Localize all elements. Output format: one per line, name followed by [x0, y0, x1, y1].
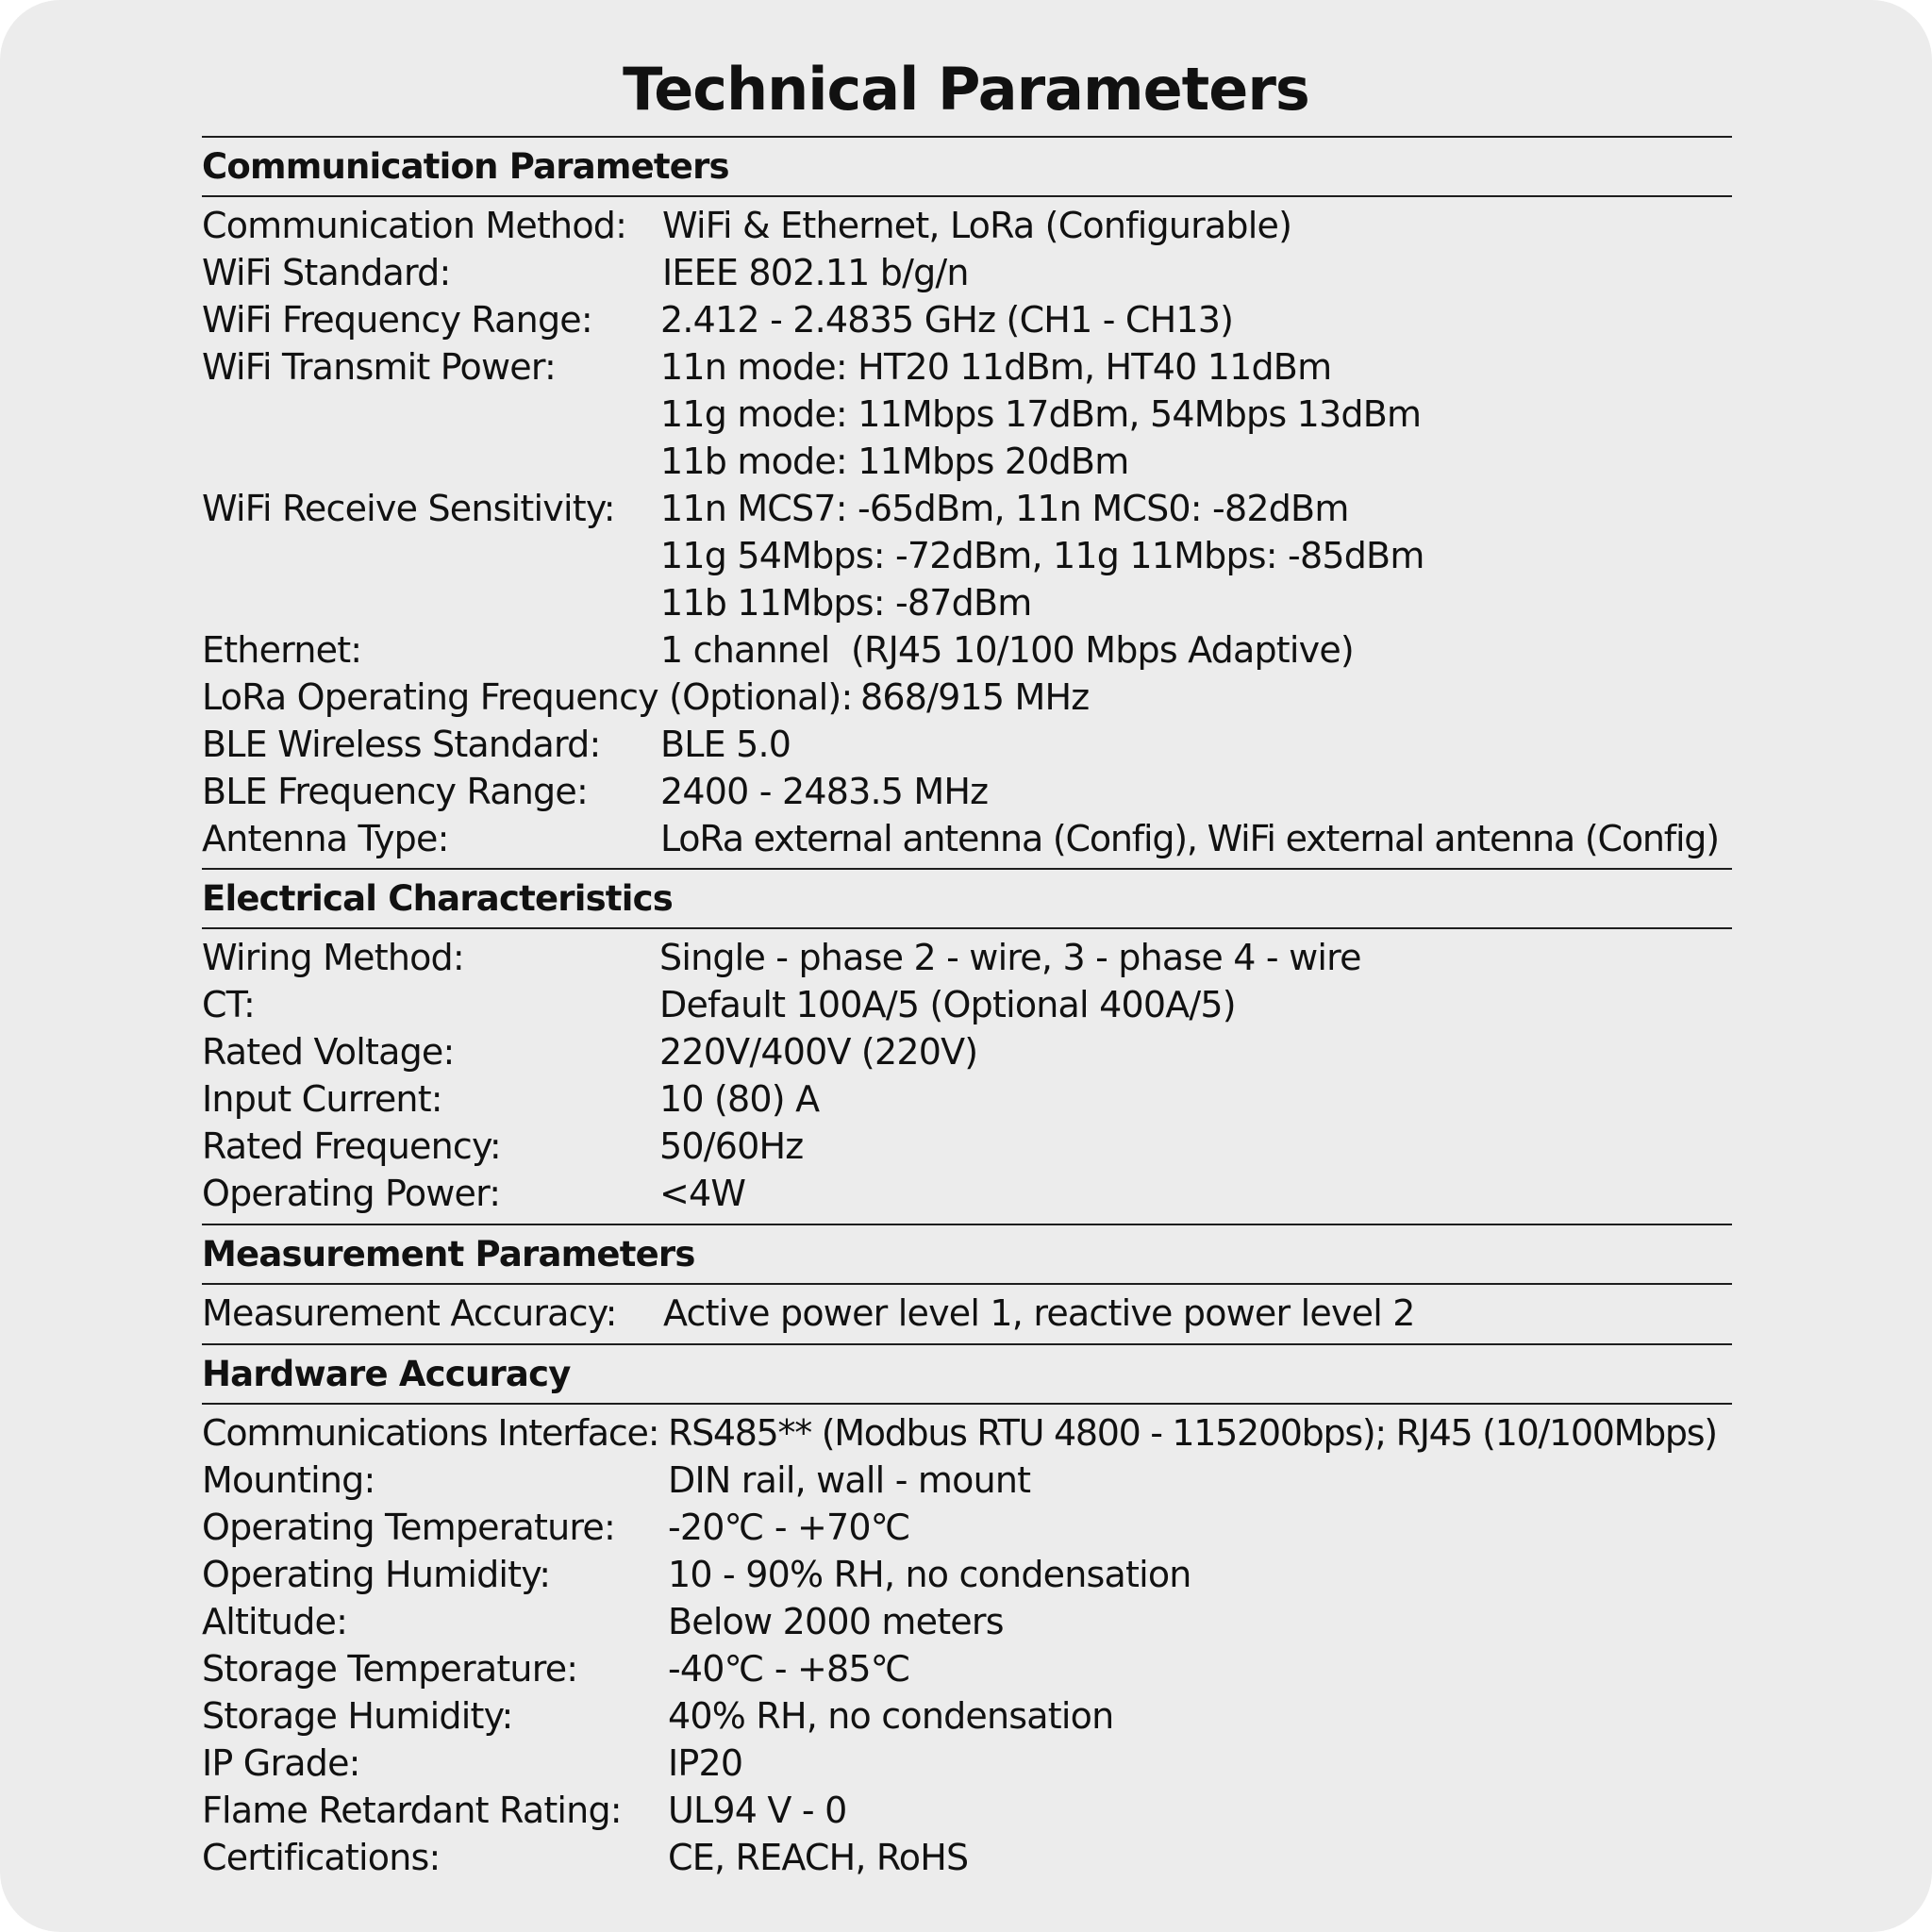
spec-label: Wiring Method: [202, 937, 464, 978]
spec-label: Ethernet: [202, 629, 362, 671]
spec-row-operating-temperature [202, 1504, 1758, 1551]
spec-value: 868/915 MHz [860, 676, 1090, 718]
spec-value: LoRa external antenna (Config), WiFi external antenna (Config) [660, 818, 1719, 859]
spec-label: Certifications: [202, 1837, 441, 1878]
spec-value: 11b 11Mbps: -87dBm [660, 582, 1032, 624]
spec-label: Antenna Type: [202, 818, 449, 859]
spec-row-wiring-method [202, 934, 1758, 981]
spec-row-wifi-transmit-power [202, 343, 1758, 391]
spec-value: Active power level 1, reactive power level 2 [663, 1292, 1415, 1334]
divider [202, 136, 1732, 138]
spec-row-mounting [202, 1457, 1758, 1504]
spec-label: Rated Frequency: [202, 1125, 501, 1167]
section-heading-hardware: Hardware Accuracy [202, 1354, 571, 1394]
spec-row-operating-power [202, 1170, 1758, 1217]
spec-row-altitude [202, 1598, 1758, 1645]
spec-row-ip-grade [202, 1740, 1758, 1787]
spec-row-ble-standard [202, 721, 1758, 768]
spec-value: DIN rail, wall - mount [668, 1459, 1031, 1501]
spec-value: Default 100A/5 (Optional 400A/5) [659, 984, 1236, 1025]
spec-value: CE, REACH, RoHS [668, 1837, 969, 1878]
spec-value: 10 (80) A [659, 1078, 820, 1120]
spec-label: Altitude: [202, 1601, 348, 1642]
spec-label: WiFi Receive Sensitivity: [202, 488, 615, 529]
spec-row-wifi-transmit-power-cont [202, 438, 1758, 485]
spec-label: WiFi Frequency Range: [202, 299, 592, 341]
spec-row-communication-method [202, 202, 1758, 249]
spec-value: RS485** (Modbus RTU 4800 - 115200bps); RJ45 (10/100Mbps) [668, 1412, 1717, 1454]
spec-row-lora-frequency [202, 674, 1758, 721]
spec-row-input-current [202, 1075, 1758, 1123]
spec-label: Storage Humidity: [202, 1695, 513, 1737]
spec-row-storage-humidity [202, 1692, 1758, 1740]
spec-value: 50/60Hz [659, 1125, 804, 1167]
spec-value: 11n mode: HT20 11dBm, HT40 11dBm [660, 346, 1332, 388]
spec-value: Single - phase 2 - wire, 3 - phase 4 - wire [659, 937, 1361, 978]
spec-row-communications-interface [202, 1409, 1758, 1457]
spec-row-wifi-standard [202, 249, 1758, 296]
spec-value: 1 channel (RJ45 10/100 Mbps Adaptive) [660, 629, 1354, 671]
spec-row-wifi-receive-sensitivity [202, 485, 1758, 532]
spec-row-measurement-accuracy [202, 1290, 1758, 1337]
spec-value: WiFi & Ethernet, LoRa (Configurable) [662, 205, 1292, 246]
spec-value: 10 - 90% RH, no condensation [668, 1554, 1191, 1595]
spec-row-wifi-frequency [202, 296, 1758, 343]
spec-row-rated-frequency [202, 1123, 1758, 1170]
spec-label: Communication Method: [202, 205, 627, 246]
spec-row-wifi-receive-sensitivity-cont [202, 532, 1758, 579]
spec-label: CT: [202, 984, 255, 1025]
spec-label: WiFi Transmit Power: [202, 346, 557, 388]
section-heading-communication: Communication Parameters [202, 146, 729, 187]
spec-value: -40℃ - +85℃ [668, 1648, 910, 1690]
spec-label: Flame Retardant Rating: [202, 1790, 622, 1831]
spec-label: WiFi Standard: [202, 252, 451, 293]
divider [202, 1343, 1732, 1345]
spec-value: 220V/400V (220V) [659, 1031, 978, 1073]
spec-label: Communications Interface: [202, 1412, 659, 1454]
spec-value: 40% RH, no condensation [668, 1695, 1114, 1737]
spec-label: LoRa Operating Frequency (Optional): [202, 676, 853, 718]
spec-value: IP20 [668, 1742, 743, 1784]
spec-row-wifi-transmit-power-cont [202, 391, 1758, 438]
spec-value: -20℃ - +70℃ [668, 1507, 910, 1548]
spec-row-certifications [202, 1834, 1758, 1881]
spec-label: Mounting: [202, 1459, 375, 1501]
spec-label: Operating Humidity: [202, 1554, 551, 1595]
spec-row-wifi-receive-sensitivity-cont [202, 579, 1758, 626]
spec-row-antenna-type [202, 815, 1758, 862]
spec-label: Measurement Accuracy: [202, 1292, 617, 1334]
spec-row-ct [202, 981, 1758, 1028]
spec-label: Input Current: [202, 1078, 442, 1120]
spec-row-storage-temperature [202, 1645, 1758, 1692]
spec-row-ble-frequency [202, 768, 1758, 815]
section-heading-measurement: Measurement Parameters [202, 1234, 695, 1274]
spec-row-ethernet [202, 626, 1758, 674]
page-title: Technical Parameters [623, 55, 1309, 124]
spec-row-flame-retardant [202, 1787, 1758, 1834]
spec-label: Operating Temperature: [202, 1507, 615, 1548]
spec-value: BLE 5.0 [660, 724, 791, 765]
spec-label: Storage Temperature: [202, 1648, 578, 1690]
spec-value: Below 2000 meters [668, 1601, 1004, 1642]
divider [202, 1403, 1732, 1405]
spec-label: Rated Voltage: [202, 1031, 455, 1073]
spec-value: 11b mode: 11Mbps 20dBm [660, 441, 1129, 482]
spec-value: 11g 54Mbps: -72dBm, 11g 11Mbps: -85dBm [660, 535, 1424, 576]
spec-value: <4W [659, 1173, 746, 1214]
section-heading-electrical: Electrical Characteristics [202, 878, 673, 919]
spec-value: 2.412 - 2.4835 GHz (CH1 - CH13) [660, 299, 1234, 341]
divider [202, 1224, 1732, 1225]
spec-row-operating-humidity [202, 1551, 1758, 1598]
divider [202, 927, 1732, 929]
spec-row-rated-voltage [202, 1028, 1758, 1075]
spec-value: IEEE 802.11 b/g/n [662, 252, 969, 293]
spec-label: BLE Frequency Range: [202, 771, 588, 812]
spec-value: 11n MCS7: -65dBm, 11n MCS0: -82dBm [660, 488, 1349, 529]
spec-label: Operating Power: [202, 1173, 501, 1214]
spec-value: UL94 V - 0 [668, 1790, 847, 1831]
spec-value: 11g mode: 11Mbps 17dBm, 54Mbps 13dBm [660, 393, 1422, 435]
spec-value: 2400 - 2483.5 MHz [660, 771, 989, 812]
divider [202, 1283, 1732, 1285]
spec-label: IP Grade: [202, 1742, 360, 1784]
divider [202, 195, 1732, 197]
spec-label: BLE Wireless Standard: [202, 724, 601, 765]
divider [202, 868, 1732, 870]
